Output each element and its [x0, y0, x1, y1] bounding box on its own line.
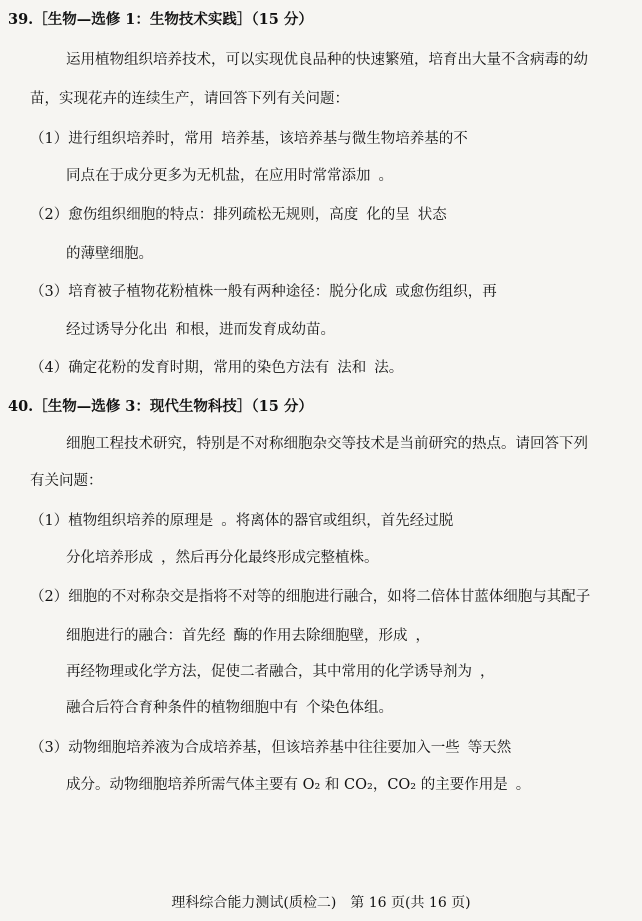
q39-part2-text-c: 状态	[417, 207, 447, 223]
q40-part2-line2	[66, 626, 430, 646]
q39-part4-text-c: 法。	[374, 360, 404, 376]
q40-intro-line1: 细胞工程技术研究，特别是不对称细胞杂交等技术是当前研究的热点。请回答下列	[66, 436, 588, 452]
q40-part2-line3	[66, 662, 495, 682]
q40-part3-text-b: 等天然	[467, 740, 512, 756]
q40-part3-line1	[30, 738, 511, 758]
q39-part2-line2: 的薄壁细胞。	[66, 246, 153, 262]
q39-part4-text-b: 法和	[337, 360, 367, 376]
q40-part2-text-a: 细胞进行的融合：首先经	[66, 628, 226, 644]
q39-part4-text-a: （4）确定花粉的发育时期，常用的染色方法有	[30, 360, 330, 376]
q40-part2-text-c: ，	[415, 628, 430, 644]
q40-part3-text-a: （3）动物细胞培养液为合成培养基，但该培养基中往往要加入一些	[30, 740, 460, 756]
q39-heading: 39.［生物—选修 1：生物技术实践］（15 分）	[8, 11, 313, 28]
q39-part3-text-d: 和根，进而发育成幼苗。	[175, 322, 335, 338]
q40-part2-line1: （2）细胞的不对称杂交是指将不对等的细胞进行融合，如将二倍体甘蓝体细胞与其配子	[30, 589, 591, 605]
page-footer: 理科综合能力测试(质检二) 第 16 页(共 16 页)	[171, 895, 471, 911]
q40-part2-text-b: 酶的作用去除细胞壁，形成	[233, 628, 408, 644]
q40-part3-text-c: 成分。动物细胞培养所需气体主要有 O₂ 和 CO₂，CO₂ 的主要作用是	[66, 777, 508, 793]
q40-part3-line2	[66, 775, 530, 795]
q40-part3-text-d: 。	[515, 777, 531, 793]
q39-part3-text-b: 或愈伤组织，再	[395, 284, 497, 300]
q39-part1-line1	[30, 129, 468, 149]
q40-part2-text-d: 再经物理或化学方法，促使二者融合，其中常用的化学诱导剂为	[66, 664, 472, 680]
q39-part1-text-a: （1）进行组织培养时，常用	[30, 131, 214, 147]
q39-part2-text-b: 化的呈	[366, 207, 410, 223]
q39-part3-line2	[66, 320, 335, 340]
q40-part2-line4	[66, 698, 393, 718]
q40-part2-text-f: 融合后符合育种条件的植物细胞中有	[66, 700, 298, 716]
q39-part3-text-a: （3）培育被子植物花粉植株一般有两种途径：脱分化成	[30, 284, 388, 300]
q40-part1-line2	[66, 548, 379, 568]
q40-part1-text-c: 分化培养形成	[66, 550, 153, 566]
q39-part1-text-b: 培养基，该培养基与微生物培养基的不	[221, 131, 468, 147]
q40-intro-line2: 有关问题：	[30, 473, 103, 489]
q40-part1-text-d: ，然后再分化最终形成完整植株。	[161, 550, 379, 566]
q40-part2-text-e: ，	[480, 664, 495, 680]
q39-part1-text-d: 。	[378, 168, 393, 184]
q39-part4-line	[30, 358, 403, 378]
q39-intro-line2: 苗，实现花卉的连续生产，请回答下列有关问题：	[30, 91, 349, 107]
q40-heading: 40.［生物—选修 3：现代生物科技］（15 分）	[8, 398, 313, 415]
q39-part2-line1	[30, 205, 447, 225]
q39-part3-line1	[30, 282, 497, 302]
q39-part1-text-c: 同点在于成分更多为无机盐，在应用时常常添加	[66, 168, 371, 184]
q39-part3-text-c: 经过诱导分化出	[66, 322, 168, 338]
q40-part1-text-a: （1）植物组织培养的原理是	[30, 513, 214, 529]
q40-part1-line1	[30, 511, 453, 531]
q39-intro-line1: 运用植物组织培养技术，可以实现优良品种的快速繁殖，培育出大量不含病毒的幼	[66, 52, 588, 68]
q39-part1-line2	[66, 166, 393, 186]
q40-part2-text-g: 个染色体组。	[306, 700, 393, 716]
q39-part2-text-a: （2）愈伤组织细胞的特点：排列疏松无规则，高度	[30, 207, 359, 223]
q40-part1-text-b: 。将离体的器官或组织，首先经过脱	[221, 513, 454, 529]
